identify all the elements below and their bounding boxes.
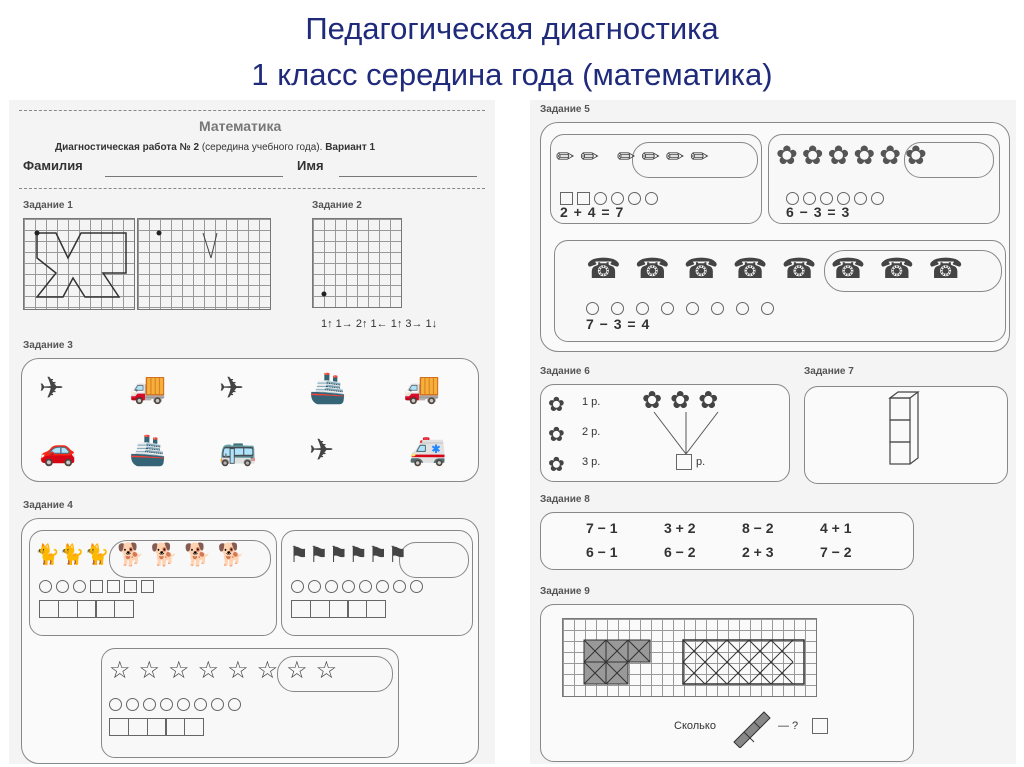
jet-icon[interactable]: ✈ <box>309 434 335 467</box>
task9-question: Сколько <box>674 720 716 732</box>
flag-icon: ⚑⚑⚑⚑⚑⚑ <box>289 542 408 567</box>
bouquet-icon: ✿✿✿ <box>642 387 727 414</box>
fire-truck-icon[interactable]: 🚚 <box>129 372 167 405</box>
task5-eq3: 7 − 3 = 4 <box>586 316 651 332</box>
task1-label: Задание 1 <box>23 200 73 211</box>
task3-label: Задание 3 <box>23 340 73 351</box>
cube-tower <box>882 390 922 474</box>
subject-heading: Математика <box>199 118 282 134</box>
task1-start <box>137 218 271 310</box>
task8-expr: 7 − 1 <box>586 520 618 536</box>
task4-group2-oval <box>399 542 469 578</box>
work-note: (середина учебного года). <box>201 142 323 153</box>
task8-label: Задание 8 <box>540 494 590 505</box>
task9-question-mark: — ? <box>778 720 799 732</box>
task4-group1-cells[interactable] <box>39 600 133 618</box>
top-divider <box>19 110 485 111</box>
task2-directions: 1↑ 1→ 2↑ 1← 1↑ 3→ 1↓ <box>321 318 438 330</box>
task4-group2-cells[interactable] <box>291 600 385 618</box>
car-icon[interactable]: 🚗 <box>39 434 77 467</box>
task4-group3-marks[interactable] <box>109 696 245 714</box>
task6-price1: 1 р. <box>582 396 601 408</box>
task4-group3-cells[interactable] <box>109 718 203 736</box>
task6-label: Задание 6 <box>540 366 590 377</box>
task9-pattern <box>562 618 816 696</box>
ambulance-icon[interactable]: 🚑 <box>409 434 447 467</box>
surname-line[interactable] <box>105 176 283 177</box>
task4-group1-marks[interactable] <box>39 578 158 596</box>
task9-answer-box[interactable] <box>812 718 828 734</box>
task5-eq2: 6 − 3 = 3 <box>786 204 851 220</box>
flower-icon: ✿✿✿✿✿✿ <box>776 140 931 170</box>
task5-eq1: 2 + 4 = 7 <box>560 204 625 220</box>
task4-label: Задание 4 <box>23 500 73 511</box>
page-title-line2: 1 класс середина года (математика) <box>251 57 773 92</box>
task6-flower3-icon: ✿ <box>548 454 565 476</box>
task4-group2-marks[interactable] <box>291 578 427 596</box>
task9-figure <box>730 704 774 748</box>
hovercraft-icon[interactable]: 🚢 <box>309 372 347 405</box>
pencil-icon: ✏✏ ✏✏✏✏ <box>556 144 715 169</box>
task8-expr: 6 − 2 <box>664 544 696 560</box>
task9-label: Задание 9 <box>540 586 590 597</box>
left-worksheet <box>9 100 495 764</box>
page-title-line1: Педагогическая диагностика <box>305 11 719 46</box>
ship-icon[interactable]: 🚢 <box>129 434 167 467</box>
work-title <box>55 142 375 153</box>
task6-answer-unit: р. <box>696 456 706 468</box>
work-variant: Вариант 1 <box>325 142 376 153</box>
task8-expr: 8 − 2 <box>742 520 774 536</box>
task6-flower2-icon: ✿ <box>548 424 565 446</box>
task8-expr: 7 − 2 <box>820 544 852 560</box>
task8-expr: 4 + 1 <box>820 520 852 536</box>
work-number: Диагностическая работа № 2 <box>55 142 200 153</box>
plane-icon[interactable]: ✈ <box>39 372 65 405</box>
name-line[interactable] <box>339 176 477 177</box>
name-label: Имя <box>297 158 324 173</box>
bus-icon[interactable]: 🚌 <box>219 434 257 467</box>
task8-expr: 3 + 2 <box>664 520 696 536</box>
task2-label: Задание 2 <box>312 200 362 211</box>
task2-start-dot <box>312 218 402 308</box>
task6-price3: 3 р. <box>582 456 601 468</box>
task8-expr: 2 + 3 <box>742 544 774 560</box>
phone-icon: ☎☎☎☎☎☎☎☎ <box>586 253 978 284</box>
task8-expr: 6 − 1 <box>586 544 618 560</box>
cat-icon: 🐈🐈🐈 <box>35 544 110 566</box>
surname-label: Фамилия <box>23 158 83 173</box>
task6-flower1-icon: ✿ <box>548 394 565 416</box>
dog-icon: 🐕 🐕 🐕 🐕 <box>117 542 245 567</box>
header-divider <box>19 188 485 189</box>
dump-truck-icon[interactable]: 🚚 <box>403 372 441 405</box>
task7-label: Задание 7 <box>804 366 854 377</box>
task5-label: Задание 5 <box>540 104 590 115</box>
bouquet-stems <box>642 408 732 458</box>
right-worksheet <box>530 100 1016 764</box>
task6-price2: 2 р. <box>582 426 601 438</box>
task1-shape <box>23 218 143 310</box>
star-icon: ☆☆☆☆☆☆☆☆ <box>109 657 346 684</box>
task6-answer-box[interactable] <box>676 454 692 470</box>
airplane-icon[interactable]: ✈ <box>219 372 245 405</box>
